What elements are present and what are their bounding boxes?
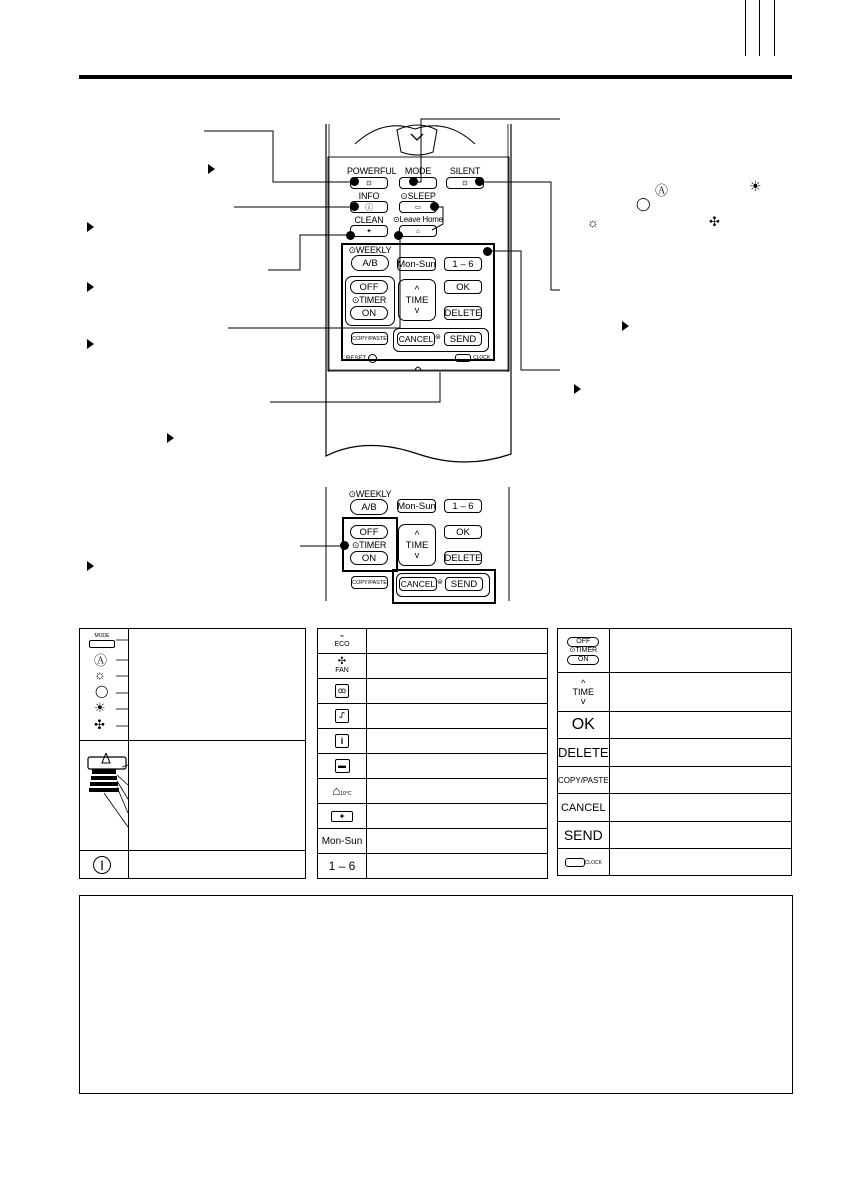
left-table-divider-h2 (80, 850, 305, 851)
fan-speed-icon (84, 753, 132, 843)
bullet-arrow-7 (622, 321, 629, 331)
clean-icon-cell (318, 804, 367, 829)
cool-icon: ☼ (94, 667, 106, 682)
bullet-arrow-4 (87, 339, 94, 349)
fan-icon: ✣ (94, 717, 105, 732)
delete-button-b[interactable]: DELETE (444, 552, 482, 564)
silent-icon: ᔑ (335, 709, 349, 723)
time-down-icon-r: v (581, 695, 586, 706)
sleep-label: ⊙SLEEP (400, 191, 436, 201)
copy-paste-cell: COPY/PASTE (558, 767, 610, 794)
note-box (79, 895, 793, 1094)
weekly-clock-icon-b: ⊙ (348, 489, 356, 499)
powerful-button[interactable]: ⊡ (350, 177, 388, 189)
copy-paste-button-b[interactable]: COPY/PASTE (351, 576, 388, 589)
one-six-button[interactable]: 1 – 6 (444, 257, 482, 271)
leave-home-icon-cell: ⌂10°C (318, 779, 367, 804)
heat-icon: ☀ (94, 700, 106, 715)
time-up-icon-r: ^ (581, 677, 586, 688)
powerful-label: POWERFUL (347, 166, 397, 176)
ab-button[interactable]: A/B (351, 255, 389, 271)
remote-bottom (324, 487, 512, 602)
info-icon: i (335, 734, 349, 748)
eco-cell: ⌁ ECO (318, 629, 367, 654)
weekly-clock-icon: ⊙ (348, 245, 356, 255)
bullet-arrow-1 (208, 164, 215, 174)
callout-dot-timer-b (340, 541, 349, 550)
mode-icon-cell: MODE (88, 633, 116, 648)
send-cell: SEND (558, 822, 610, 849)
timer-off-button-b[interactable]: OFF (350, 525, 388, 539)
cancel-button[interactable]: CANCEL (398, 334, 434, 344)
power-icon: | (93, 856, 111, 874)
delete-cell: DELETE (558, 739, 610, 767)
ab-button-b[interactable]: A/B (350, 499, 388, 515)
copy-paste-button[interactable]: COPY/PASTE (351, 332, 388, 345)
ok-cell: OK (558, 712, 610, 739)
time-down-icon-b: v (414, 549, 420, 560)
clock-icon (565, 858, 585, 867)
cancel-cell: CANCEL (558, 794, 610, 822)
auto-icon: Ⓐ (94, 653, 108, 668)
bullet-arrow-5 (167, 433, 174, 443)
sleep-icon-cell (318, 754, 367, 779)
dry-icon: ◯ (95, 684, 109, 698)
silent-icon-cell (318, 704, 367, 729)
fan-cell: ✣ FAN (318, 654, 367, 679)
leave-home-button[interactable]: ⌂ (399, 225, 437, 237)
auto-mode-icon: Ⓐ (655, 183, 669, 198)
bullet-arrow-6 (87, 561, 94, 571)
time-button[interactable]: ^ TIME v (398, 279, 436, 321)
one-six-button-b[interactable]: 1 – 6 (444, 499, 482, 513)
mode-label: MODE (404, 166, 432, 176)
weekly-label-b: ⊙WEEKLY (348, 489, 392, 499)
signal-icon-b: ⊜ (437, 579, 443, 586)
sleep-icon: ▬ (335, 759, 350, 773)
time-cell: ^ TIME v (558, 673, 610, 712)
mode-leader-lines (116, 629, 136, 739)
timer-cell (558, 629, 610, 673)
cancel-button-b[interactable]: CANCEL (400, 579, 436, 589)
time-button-b[interactable]: ^ TIME v (398, 524, 436, 566)
send-button-b[interactable]: SEND (445, 577, 483, 591)
time-up-icon: ^ (414, 284, 420, 296)
silent-label: SILENT (449, 166, 481, 176)
time-up-icon-b: ^ (414, 529, 420, 541)
fan-mode-icon: ✣ (709, 214, 720, 229)
sleep-button[interactable]: ▭ (399, 201, 437, 213)
time-down-icon: v (414, 304, 420, 315)
dry-mode-icon: ◯ (636, 196, 651, 211)
powerful-icon: ꝏ (335, 684, 349, 698)
timer-off-button[interactable]: OFF (350, 280, 388, 294)
mon-sun-button-b[interactable]: Mon-Sun (397, 500, 436, 512)
icon-table-left (79, 628, 306, 879)
bullet-arrow-3 (87, 282, 94, 292)
timer-on-icon: ON (567, 655, 599, 665)
one-six-cell: 1 – 6 (318, 854, 367, 879)
leave-home-label: ⊙Leave Home (393, 215, 443, 224)
icon-table-right (557, 628, 792, 876)
signal-icon: ⊜ (435, 334, 441, 341)
icon-table-middle (317, 628, 548, 879)
leave-home-icon: ⌂ (332, 782, 341, 798)
ok-button-b[interactable]: OK (444, 525, 482, 539)
clock-cell: CLOCK (558, 849, 610, 876)
clean-label: CLEAN (354, 215, 384, 225)
timer-on-button[interactable]: ON (350, 306, 388, 320)
timer-label-icon: ⊙TIMER (569, 646, 598, 654)
info-label: INFO (358, 191, 380, 201)
heat-mode-icon: ☀ (749, 178, 762, 194)
fan-icon-mid: ✣ (337, 655, 347, 667)
powerful-icon-cell (318, 679, 367, 704)
mon-sun-cell: Mon-Sun (318, 829, 367, 854)
ok-button[interactable]: OK (444, 280, 482, 294)
delete-button[interactable]: DELETE (444, 307, 482, 319)
leave-home-clock-icon: ⊙ (393, 215, 400, 224)
timer-label: ⊙TIMER (351, 295, 387, 305)
sleep-clock-icon: ⊙ (400, 191, 408, 201)
timer-clock-icon-b: ⊙ (351, 540, 360, 550)
bullet-arrow-2 (87, 222, 94, 232)
timer-clock-icon: ⊙ (351, 295, 360, 305)
send-button[interactable]: SEND (444, 332, 482, 346)
weekly-label: ⊙WEEKLY (348, 245, 392, 255)
timer-on-button-b[interactable]: ON (350, 551, 388, 565)
timer-label-b: ⊙TIMER (351, 540, 387, 550)
reset-row: RESET (346, 354, 377, 363)
bullet-arrow-8 (574, 384, 581, 394)
silent-button[interactable]: ⊡ (446, 177, 484, 189)
cool-mode-icon: ☼ (587, 215, 599, 230)
info-button[interactable]: ⓘ (350, 201, 388, 213)
clock-row: CLOCK (455, 354, 490, 362)
clean-button[interactable]: ✦ (350, 225, 388, 237)
clean-icon: ✦ (331, 811, 353, 822)
info-icon-cell (318, 729, 367, 754)
timer-off-icon: OFF (567, 637, 599, 647)
mon-sun-button[interactable]: Mon-Sun (397, 258, 436, 270)
left-table-divider-h1 (80, 740, 305, 741)
eco-icon: ⌁ (339, 633, 345, 640)
